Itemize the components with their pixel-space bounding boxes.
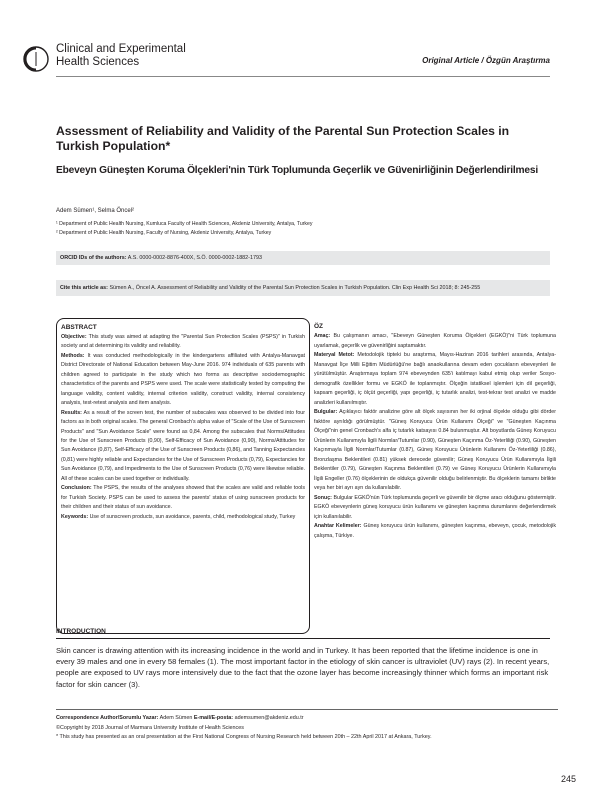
journal-name (56, 43, 186, 69)
abstract-en-heading: ABSTRACT (61, 324, 97, 331)
footnote-divider (56, 709, 558, 710)
affiliation-2: ² Department of Public Health Nursing, Faculty of Nursing, Akdeniz University, Antalya, Turkey (56, 230, 272, 236)
introduction-text: Skin cancer is drawing attention with its increasing incidence in the world and in Turkey. It has been reported that the lifetime incidence is one in every 39 males and one in every 58 females (1). The most important factor in the etiology of skin cancer is ultraviolet (UV) rays (2). In recent years, people are exposed to UV rays more intensively due to the fact that the ozone layer has become increasingly thinner which forms an important risk factor for skin cancer (3). (56, 646, 550, 689)
cite-value: Sümen A., Öncel A. Assessment of Reliability and Validity of the Parental Sun Protection Scales in Turkish Population. Clin Exp Health Sci 2018; 8: 245-255 (109, 285, 481, 291)
copyright: ©Copyright by 2018 Journal of Marmara University Institute of Health Sciences (56, 724, 244, 731)
anahtar-label: Anahtar Kelimeler: (314, 523, 362, 529)
amac-label: Amaç: (314, 333, 331, 339)
abstract-tr-heading: ÖZ (314, 323, 324, 330)
email-value: ademsumen@akdeniz.edu.tr (234, 715, 304, 721)
methods-text: It was conducted methodologically in the kindergartens affiliated with Antalya-Manavgat District Directorate of National Education between May-June 2016. 974 individuals of 635 parents with children agreed to participate in the study which two forms as descriptive sociodemographic characteristics of the parents and PSPS were used. The scale were statistically tested by computing the language validity, content validity, internal criterion validity, construct validity, internal consistency analysis, test-retest analysis and item analysis. (61, 352, 305, 407)
corr-label: Correspondence Author/Sorumlu Yazar: (56, 715, 159, 721)
amac-text: Bu çalışmanın amacı, "Ebeveyn Güneşten Koruma Ölçekleri (EGKÖ)"ni Türk toplumuna uyarlamak, geçerlik ve güvenirliğini saptamaktır. (314, 333, 556, 349)
article-type: Original Article / Özgün Araştırma (422, 56, 550, 65)
results-text: As a result of the screen test, the number of subscales was observed to be divided into four factors as in both original scales. The general Cronbach's alpha value of "Scale of the Use of Sunscreen Products" and "Sun Avoidance Scale" were found as 0,84. Among the subscales that Norms/Attitudes for the Use of Sunscreen Products (0,90), Self-Efficacy of Sun Avoidance (0,90), Norms/Attitudes for Sun Avoidance (0,87), Self-Efficacy of the Use of Sunscreen Products (0,86), and Tanning Expectancies (0,81) were highly reliable and Expectancies for the Use of Sunscreen Products (0,79), Expectancies for Sun Avoidance (0,79), and Impediments to the Use of Sunscreen Products (0,76) were likewise reliable. All of these scales can be used together or individually. (61, 409, 305, 482)
orcid-value: A.S. 0000-0002-8876-400X, S.Ö. 0000-0002-1882-1793 (127, 255, 262, 261)
yontem-label: Materyal Metot: (314, 352, 355, 358)
introduction-heading: INTRODUCTION (56, 628, 550, 639)
footnotes (56, 714, 536, 743)
bulgular-label: Bulgular: (314, 409, 338, 415)
article-subtitle: Ebeveyn Güneşten Koruma Ölçekleri'nin Türk Toplumunda Geçerlik ve Güvenirliğinin Değerlendirilmesi (56, 165, 538, 176)
article-title: Assessment of Reliability and Validity of the Parental Sun Protection Scales in Turkish Population* (56, 124, 510, 153)
conclusion-text: The PSPS, the results of the analyses showed that the scales are valid and reliable tools for Turkish Society. PSPS can be used to assess the parents' status of using sunscreen products for their children and their status of sun avoidance. (61, 485, 305, 511)
affiliation-1: ¹ Department of Public Health Nursing, Kumluca Faculty of Health Sciences, Akdeniz University, Antalya, Turkey (56, 221, 313, 227)
header-divider (56, 76, 550, 77)
objective-text: This study was aimed at adapting the "Parental Sun Protection Scales (PSPS)" in Turkish society and at determining its validity and reliability. (61, 334, 305, 350)
orcid-box (56, 251, 550, 265)
abstract-en-box (56, 318, 310, 634)
presentation-note: * This study has presented as an oral presentation at the First National Congress of Nursing Research held between 20th – 22th April 2017 at Ankara, Turkey. (56, 734, 432, 740)
orcid-label: ORCID IDs of the authors: (60, 255, 127, 261)
abstract-tr-body (314, 332, 556, 541)
journal-name-line2: Health Sciences (56, 56, 140, 68)
corr-value: Adem Sümen (159, 715, 193, 721)
abstract-en-body (61, 333, 305, 522)
authors: Adem Sümen¹, Selma Öncel² (56, 208, 135, 214)
methods-label: Methods: (61, 352, 85, 359)
yontem-text: Metodolojik tipteki bu araştırma, Mayıs-Haziran 2016 tarihleri arasında, Antalya-Manavgat İlçe Milli Eğitim Müdürlüğü'ne bağlı anaokullarına devam eden çocukların ebeveynleri ile yürütülmüştür. Araştırmaya toplam 974 ebeveynden 635'i katılmayı kabul etmiş olup veriler Sosyo-demografik özellikler formu ve EGKÖ ile toplanmıştır. Ölçeğin istatiksel işlemleri için dil geçerliği, kapsam geçerliği, iç ölçüt geçerliği, yapı geçerliği, iç tutarlık analizi, test-tekrar test analizi ve madde analizleri kullanılmıştır. (314, 352, 556, 406)
objective-label: Objective: (61, 334, 87, 340)
conclusion-label: Conclusion: (61, 485, 92, 492)
anahtar-text: Güneş koruyucu ürün kullanımı, güneşten kaçınma, ebeveyn, çocuk, metodolojik çalışma, Türkiye. (314, 523, 556, 539)
correspondence-line (56, 714, 536, 724)
journal-name-line1: Clinical and Experimental (56, 43, 186, 55)
sonuc-label: Sonuç: (314, 494, 332, 501)
cite-label: Cite this article as: (60, 285, 108, 291)
bulgular-text: Açıklayıcı faktör analizine göre alt ölçek sayısının her iki orjinal ölçekte olduğu gibi dörder faktöre ayrıldığı görülmüştür. "Güneş Koruyucu Ürün Kullanımı Ölçeği" ve "Güneşten Kaçınma Ölçeği"nin genel Cronbach's alfa iç tutarlık katsayısı 0.84 bulunmuştur. Alt boyutlarda Güneş Koruyucu Ürünlerin Kullanımıyla İlgili Normlar/Tutumlar (0.90), Güneşten Kaçınma Öz-Yeterliliği (0.90), Güneşten Kaçınmayla İlgili Normlar/Tutumlar (0.87), Güneş Koruyucu Ürünlerin Kullanımı Öz-Yeterliliği (0.86), Bronzlaşma Beklentileri (0.81) yüksek derecede güvenilir; Güneş Koruyucu Ürün Kullanımıyla İlgili Beklentiler (0.79), Güneşten Kaçınma Beklentileri (0.79) ve Güneş Koruyucu Ürünlerin Kullanımıyla İlgili Engeller (0.76) ölçeklerinin de oldukça güvenilir olduğu belirlenmiştir. Bu ölçeklerin tamamı birlikte veya her biri ayrı ayrı da kullanılabilir. (314, 409, 556, 491)
journal-logo-icon (22, 45, 50, 73)
keywords-text: Use of sunscreen products, sun avoidance, parents, child, methodological study, Turkey (89, 513, 296, 520)
cite-box (56, 280, 550, 296)
keywords-label: Keywords: (61, 513, 89, 520)
results-label: Results: (61, 409, 82, 416)
sonuc-text: Bulgular EGKÖ'nün Türk toplumunda geçerli ve güvenilir bir ölçme aracı olduğunu göstermiştir. EGKÖ ebeveynlerin güneş koruyucu ürün kullanımı ve güneşten kaçınma durumlarını değerlendirmek için kullanılabilir. (314, 494, 556, 520)
email-label: E-mail/E-posta: (193, 715, 234, 721)
page-number: 245 (560, 774, 576, 784)
abstract-tr-box (306, 318, 556, 634)
